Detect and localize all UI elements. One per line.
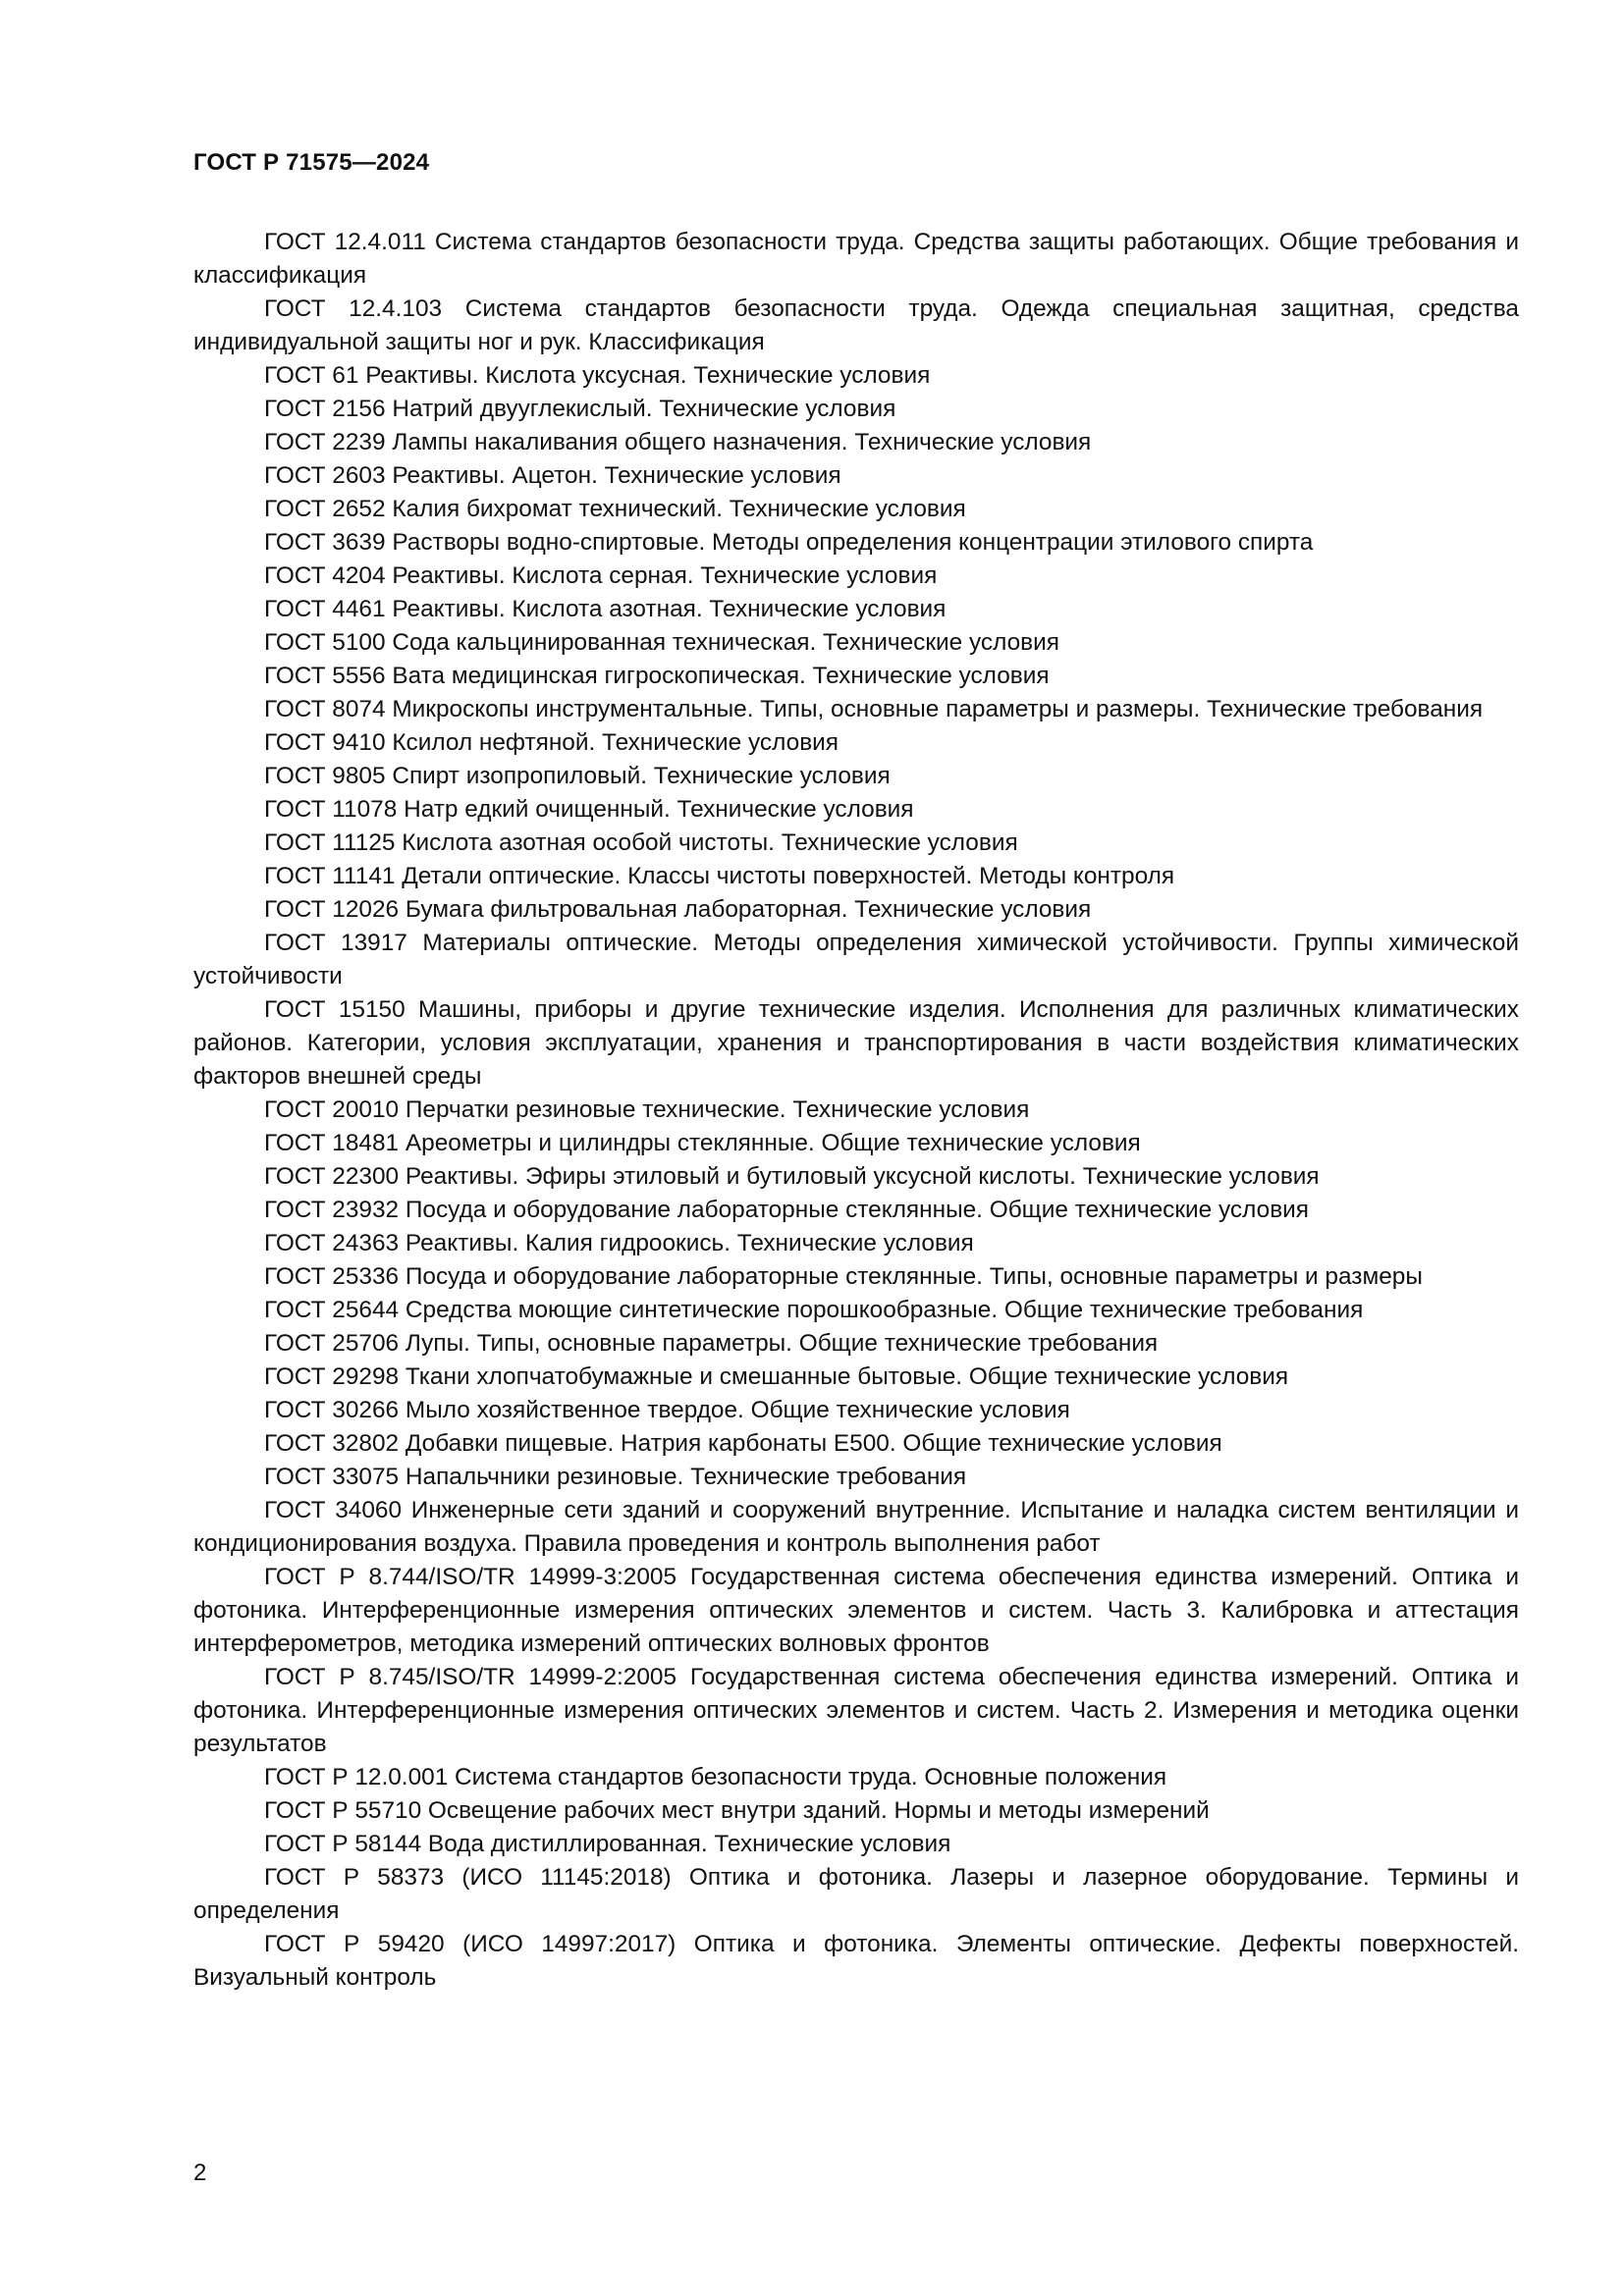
- page-number: 2: [193, 2160, 207, 2186]
- reference-item: ГОСТ 4204 Реактивы. Кислота серная. Технические условия: [264, 562, 938, 589]
- reference-item: ГОСТ 9410 Ксилол нефтяной. Технические условия: [264, 729, 839, 756]
- reference-item: ГОСТ Р 55710 Освещение рабочих мест внутри зданий. Нормы и методы измерений: [264, 1797, 1210, 1824]
- reference-item: ГОСТ 23932 Посуда и оборудование лабораторные стеклянные. Общие технические условия: [264, 1197, 1309, 1223]
- reference-item: ГОСТ 18481 Ареометры и цилиндры стеклянные. Общие технические условия: [264, 1130, 1141, 1156]
- reference-item: ГОСТ Р 12.0.001 Система стандартов безопасности труда. Основные положения: [264, 1764, 1167, 1790]
- reference-item: ГОСТ 13917 Материалы оптические. Методы определения химической устойчивости. Группы химической устойчивости: [193, 930, 1519, 989]
- reference-item: ГОСТ 2156 Натрий двууглекислый. Технические условия: [264, 396, 896, 422]
- reference-item: ГОСТ 8074 Микроскопы инструментальные. Типы, основные параметры и размеры. Технические требования: [264, 696, 1484, 722]
- page-header: ГОСТ Р 71575—2024: [193, 149, 430, 176]
- reference-item: ГОСТ 61 Реактивы. Кислота уксусная. Технические условия: [264, 362, 931, 389]
- reference-item: ГОСТ 32802 Добавки пищевые. Натрия карбонаты Е500. Общие технические условия: [264, 1430, 1222, 1457]
- reference-item: ГОСТ Р 8.744/ISO/TR 14999-3:2005 Государственная система обеспечения единства измерений. Оптика и фотоника. Интерференционные измерения оптических элементов и систем. Часть 3. Калибровка и аттестация интерферометров, методика измерений оптических волновых фронтов: [193, 1564, 1519, 1657]
- reference-item: ГОСТ Р 58144 Вода дистиллированная. Технические условия: [264, 1831, 951, 1857]
- reference-item: ГОСТ 20010 Перчатки резиновые технические. Технические условия: [264, 1096, 1030, 1123]
- reference-item: ГОСТ 30266 Мыло хозяйственное твердое. Общие технические условия: [264, 1397, 1070, 1423]
- reference-item: ГОСТ 25336 Посуда и оборудование лабораторные стеклянные. Типы, основные параметры и размеры: [264, 1263, 1423, 1290]
- reference-item: ГОСТ 25644 Средства моющие синтетические порошкообразные. Общие технические требования: [264, 1297, 1364, 1323]
- reference-item: ГОСТ 2239 Лампы накаливания общего назначения. Технические условия: [264, 429, 1092, 455]
- reference-item: ГОСТ 33075 Напальчники резиновые. Технические требования: [264, 1464, 967, 1490]
- reference-item: ГОСТ 12026 Бумага фильтровальная лабораторная. Технические условия: [264, 896, 1092, 923]
- reference-item: ГОСТ 2652 Калия бихромат технический. Технические условия: [264, 496, 966, 522]
- reference-item: ГОСТ 11078 Натр едкий очищенный. Технические условия: [264, 796, 914, 823]
- reference-item: ГОСТ 12.4.011 Система стандартов безопасности труда. Средства защиты работающих. Общие требования и классификация: [193, 229, 1519, 289]
- reference-item: ГОСТ 15150 Машины, приборы и другие технические изделия. Исполнения для различных климатических районов. Категории, условия эксплуатации, хранения и транспортирования в части воздействия климатических факторов внешней среды: [193, 996, 1519, 1090]
- reference-item: ГОСТ Р 58373 (ИСО 11145:2018) Оптика и фотоника. Лазеры и лазерное оборудование. Термины и определения: [193, 1864, 1519, 1924]
- reference-item: ГОСТ Р 59420 (ИСО 14997:2017) Оптика и фотоника. Элементы оптические. Дефекты поверхностей. Визуальный контроль: [193, 1931, 1519, 1991]
- reference-item: ГОСТ 3639 Растворы водно-спиртовые. Методы определения концентрации этилового спирта: [264, 529, 1314, 556]
- reference-item: ГОСТ Р 8.745/ISO/TR 14999-2:2005 Государственная система обеспечения единства измерений. Оптика и фотоника. Интерференционные измерения оптических элементов и систем. Часть 2. Измерения и методика оценки результатов: [193, 1664, 1519, 1757]
- reference-item: ГОСТ 34060 Инженерные сети зданий и сооружений внутренние. Испытание и наладка систем вентиляции и кондиционирования воздуха. Правила проведения и контроль выполнения работ: [193, 1497, 1519, 1557]
- reference-item: ГОСТ 9805 Спирт изопропиловый. Технические условия: [264, 763, 891, 789]
- reference-item: ГОСТ 24363 Реактивы. Калия гидроокись. Технические условия: [264, 1230, 974, 1256]
- reference-item: ГОСТ 5100 Сода кальцинированная техническая. Технические условия: [264, 629, 1059, 656]
- reference-item: ГОСТ 11141 Детали оптические. Классы чистоты поверхностей. Методы контроля: [264, 863, 1175, 889]
- normative-references-list: [193, 226, 1519, 1995]
- reference-item: ГОСТ 12.4.103 Система стандартов безопасности труда. Одежда специальная защитная, средства индивидуальной защиты ног и рук. Классификация: [193, 295, 1519, 355]
- reference-item: ГОСТ 4461 Реактивы. Кислота азотная. Технические условия: [264, 596, 947, 622]
- reference-item: ГОСТ 29298 Ткани хлопчатобумажные и смешанные бытовые. Общие технические условия: [264, 1363, 1289, 1390]
- reference-item: ГОСТ 25706 Лупы. Типы, основные параметры. Общие технические требования: [264, 1330, 1159, 1357]
- reference-item: ГОСТ 22300 Реактивы. Эфиры этиловый и бутиловый уксусной кислоты. Технические условия: [264, 1163, 1320, 1190]
- reference-item: ГОСТ 2603 Реактивы. Ацетон. Технические условия: [264, 462, 841, 489]
- reference-item: ГОСТ 5556 Вата медицинская гигроскопическая. Технические условия: [264, 663, 1050, 689]
- reference-item: ГОСТ 11125 Кислота азотная особой чистоты. Технические условия: [264, 829, 1018, 856]
